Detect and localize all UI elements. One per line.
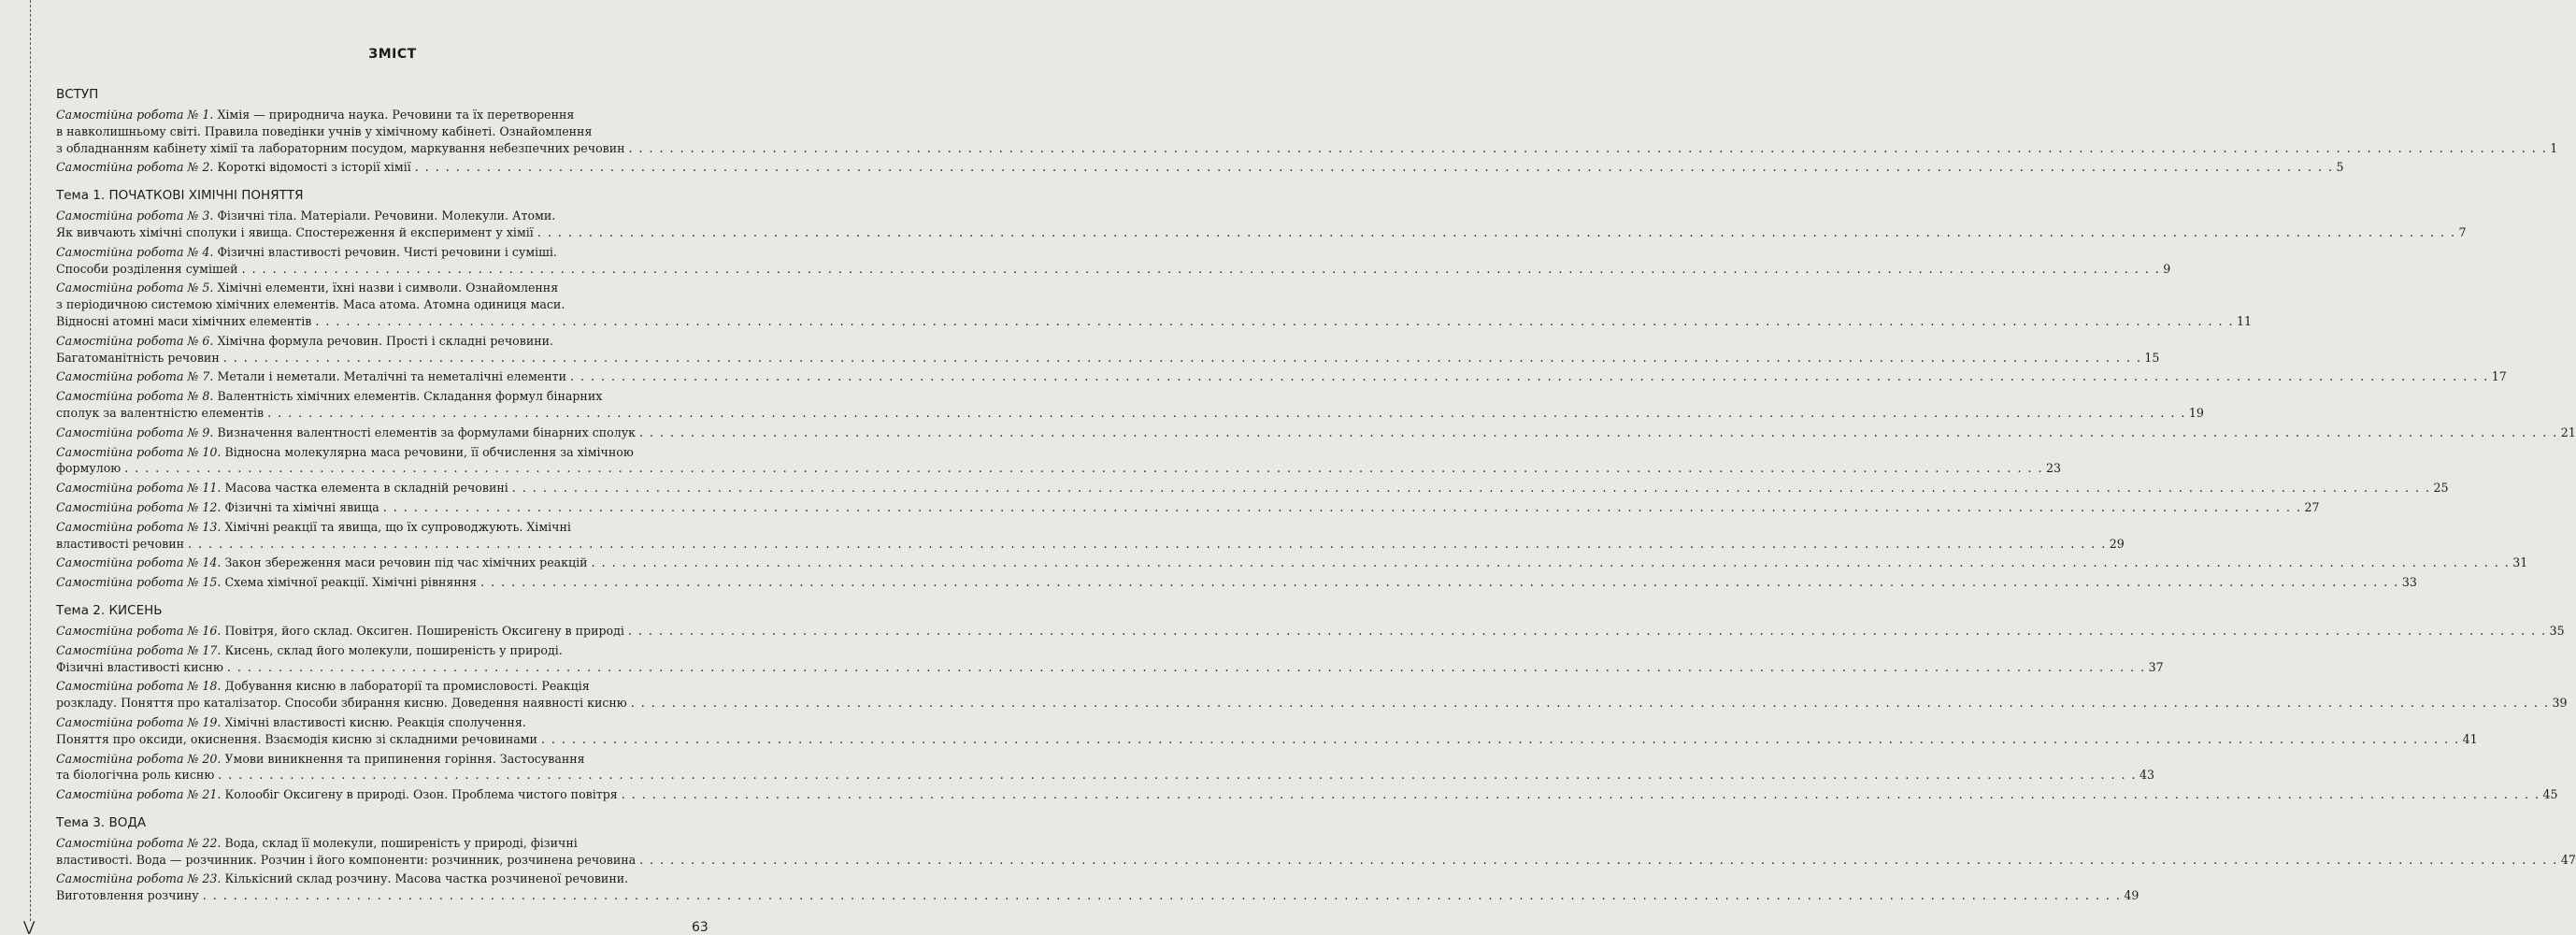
- leader-dots: [636, 424, 2558, 441]
- entry-text: Метали і неметали. Металічні та неметалічні елементи: [217, 369, 567, 384]
- entry-page-number: 29: [2109, 536, 2125, 551]
- entry-label: Самостійна робота № 1.: [56, 108, 214, 122]
- leader-dots: [223, 659, 2146, 676]
- entry-text: Повітря, його склад. Оксиген. Поширеність Оксигену в природі: [224, 623, 624, 638]
- entry-text: сполук за валентністю елементів: [56, 405, 265, 420]
- entry-text: Фізичні тіла. Матеріали. Речовини. Молекули. Атоми.: [217, 209, 556, 223]
- entry-line: [56, 554, 2528, 571]
- toc-entry[interactable]: [56, 424, 2576, 441]
- toc-entry[interactable]: [56, 480, 2449, 496]
- entry-line: [56, 519, 720, 536]
- entry-page-number: 25: [2433, 481, 2449, 496]
- section-title: Тема 2. КИСЕНЬ: [56, 602, 163, 618]
- entry-text: Закон збереження маси речовин під час хімічних реакцій: [224, 555, 588, 570]
- leader-dots: [214, 767, 2137, 784]
- leader-dots: [411, 159, 2334, 176]
- leader-dots: [184, 536, 2107, 553]
- entry-line: [56, 574, 2417, 591]
- entry-text: з періодичною системою хімічних елементів. Маса атома. Атомна одиниця маси.: [56, 297, 565, 312]
- toc-entry[interactable]: [56, 751, 2155, 784]
- entry-line: [56, 460, 2061, 477]
- leader-dots: [537, 731, 2460, 748]
- entry-text: Відносна молекулярна маса речовини, її обчислення за хімічною: [224, 444, 634, 459]
- section-title: Тема 3. ВОДА: [56, 814, 147, 830]
- entry-line: [56, 659, 2164, 676]
- entry-text: Відносні атомні маси хімічних елементів: [56, 313, 312, 328]
- entry-label: Самостійна робота № 3.: [56, 209, 214, 223]
- leader-dots: [379, 499, 2302, 516]
- entry-line: [56, 731, 2478, 748]
- entry-page-number: 9: [2163, 261, 2171, 276]
- leader-dots: [627, 695, 2550, 712]
- entry-line: [56, 424, 2576, 441]
- leader-dots: [534, 224, 2456, 241]
- entry-label: Самостійна робота № 20.: [56, 751, 222, 766]
- entry-label: Самостійна робота № 19.: [56, 714, 222, 729]
- entry-line: [56, 480, 2449, 496]
- entry-line: [56, 208, 720, 224]
- entry-label: Самостійна робота № 15.: [56, 575, 222, 590]
- toc-entry[interactable]: [56, 678, 2568, 712]
- cut-line: [30, 0, 31, 921]
- entry-text: Як вивчають хімічні сполуки і явища. Спостереження й експеримент у хімії: [56, 224, 534, 239]
- entry-label: Самостійна робота № 16.: [56, 623, 222, 638]
- entry-text: Виготовлення розчину: [56, 888, 199, 903]
- entry-line: [56, 444, 720, 461]
- entry-label: Самостійна робота № 13.: [56, 519, 222, 534]
- entry-page-number: 5: [2336, 160, 2344, 175]
- entry-text: формулою: [56, 461, 122, 476]
- toc-entry[interactable]: [56, 368, 2507, 385]
- entry-line: [56, 536, 2125, 553]
- toc-entry[interactable]: [56, 786, 2558, 803]
- toc-entry[interactable]: [56, 870, 2140, 904]
- entry-text: Кількісний склад розчину. Масова частка розчиненої речовини.: [224, 871, 629, 886]
- entry-line: [56, 159, 2344, 176]
- entry-page-number: 27: [2304, 499, 2320, 514]
- entry-text: властивості речовин: [56, 536, 185, 551]
- toc-entry[interactable]: [56, 280, 2253, 329]
- entry-line: [56, 852, 2576, 869]
- entry-text: Масова частка елемента в складній речовині: [224, 481, 508, 496]
- toc-entry[interactable]: [56, 574, 2417, 591]
- entry-line: [56, 350, 2160, 367]
- entry-line: [56, 405, 2204, 422]
- entry-label: Самостійна робота № 7.: [56, 369, 214, 384]
- entry-text: Поняття про оксиди, окиснення. Взаємодія кисню зі складними речовинами: [56, 731, 537, 746]
- entry-label: Самостійна робота № 18.: [56, 679, 222, 694]
- entry-line: [56, 835, 720, 852]
- entry-line: [56, 767, 2155, 784]
- entry-text: з обладнанням кабінету хімії та лабораторним посудом, маркування небезпечних речовин: [56, 140, 625, 155]
- entry-line: [56, 313, 2253, 330]
- entry-page-number: 37: [2148, 659, 2164, 674]
- entry-line: [56, 695, 2568, 712]
- entry-text: Хімічна формула речовин. Прості і складні речовини.: [217, 333, 554, 348]
- entry-page-number: 33: [2401, 575, 2417, 590]
- leader-dots: [566, 368, 2489, 385]
- entry-page-number: 45: [2542, 787, 2558, 802]
- toc-entry[interactable]: [56, 107, 2558, 156]
- entry-text: Умови виникнення та припинення горіння. Застосування: [224, 751, 585, 766]
- entry-text: Фізичні та хімічні явища: [224, 499, 379, 514]
- entry-line: [56, 751, 720, 768]
- leader-dots: [264, 405, 2186, 422]
- entry-label: Самостійна робота № 23.: [56, 871, 222, 886]
- entry-line: [56, 870, 720, 887]
- entry-line: [56, 140, 2558, 157]
- entry-page-number: 23: [2045, 461, 2061, 476]
- entry-text: Фізичні властивості речовин. Чисті речовини і суміші.: [217, 244, 557, 259]
- entry-text: Добування кисню в лабораторії та промисловості. Реакція: [224, 679, 590, 694]
- entry-text: Валентність хімічних елементів. Складання формул бінарних: [217, 389, 603, 404]
- entry-text: Багатоманітність речовин: [56, 350, 220, 365]
- leader-dots: [121, 460, 2043, 477]
- entry-page-number: 1: [2550, 140, 2558, 155]
- entry-line: [56, 499, 2320, 516]
- entry-label: Самостійна робота № 11.: [56, 481, 222, 496]
- entry-line: [56, 714, 720, 731]
- toc-entry[interactable]: [56, 519, 2125, 553]
- leader-dots: [588, 554, 2511, 571]
- leader-dots: [238, 261, 2161, 278]
- entry-page-number: 43: [2140, 768, 2155, 783]
- toc-entry[interactable]: [56, 333, 2160, 367]
- entry-label: Самостійна робота № 12.: [56, 499, 222, 514]
- entry-text: Схема хімічної реакції. Хімічні рівняння: [224, 575, 478, 590]
- entry-page-number: 17: [2491, 369, 2507, 384]
- toc-entry[interactable]: [56, 444, 2061, 478]
- leader-dots: [311, 313, 2234, 330]
- entry-line: [56, 786, 2558, 803]
- toc-section: [56, 86, 2558, 176]
- entry-line: [56, 368, 2507, 385]
- entry-page-number: 35: [2549, 623, 2565, 638]
- leader-dots: [220, 350, 2142, 367]
- entry-page-number: 19: [2188, 405, 2204, 420]
- entry-line: [56, 333, 720, 350]
- entry-text: в навколишньому світі. Правила поведінки учнів у хімічному кабінеті. Ознайомлення: [56, 123, 593, 138]
- entry-line: [56, 296, 720, 313]
- entry-page-number: 49: [2124, 888, 2140, 903]
- toc-entry[interactable]: [56, 208, 2467, 241]
- toc-entry[interactable]: [56, 835, 2576, 869]
- entry-line: [56, 642, 720, 659]
- entry-line: [56, 261, 2171, 278]
- leader-dots: [618, 786, 2540, 803]
- entry-page-number: 21: [2560, 424, 2576, 439]
- section-title: Тема 1. ПОЧАТКОВІ ХІМІЧНІ ПОНЯТТЯ: [56, 188, 304, 204]
- leader-dots: [508, 480, 2431, 496]
- entry-line: [56, 623, 2565, 640]
- entry-line: [56, 123, 720, 140]
- entry-line: [56, 678, 720, 695]
- entry-label: Самостійна робота № 9.: [56, 424, 214, 439]
- entry-text: Способи розділення сумішей: [56, 261, 238, 276]
- entry-text: Хімічні реакції та явища, що їх супроводжують. Хімічні: [224, 519, 571, 534]
- toc-entry[interactable]: [56, 554, 2528, 571]
- entry-line: [56, 388, 720, 405]
- leader-dots: [477, 574, 2399, 591]
- table-of-contents: [56, 47, 2576, 915]
- entry-text: Фізичні властивості кисню: [56, 659, 223, 674]
- entry-page-number: 31: [2512, 555, 2528, 570]
- page-number: 63: [692, 920, 708, 935]
- toc-entry[interactable]: [56, 388, 2204, 422]
- entry-text: Визначення валентності елементів за формулами бінарних сполук: [217, 424, 637, 439]
- entry-page-number: 41: [2462, 731, 2478, 746]
- entry-text: Хімічні властивості кисню. Реакція сполучення.: [224, 714, 526, 729]
- entry-label: Самостійна робота № 22.: [56, 835, 222, 850]
- entry-page-number: 39: [2552, 696, 2568, 711]
- leader-dots: [199, 887, 2122, 904]
- entry-text: та біологічна роль кисню: [56, 768, 215, 783]
- entry-text: розкладу. Поняття про каталізатор. Способи збирання кисню. Доведення наявності кисню: [56, 696, 627, 711]
- entry-label: Самостійна робота № 10.: [56, 444, 222, 459]
- entry-page-number: 7: [2458, 224, 2467, 239]
- entry-label: Самостійна робота № 17.: [56, 642, 222, 657]
- entry-text: Кисень, склад його молекули, поширеність у природі.: [224, 642, 563, 657]
- entry-text: Колообіг Оксигену в природі. Озон. Проблема чистого повітря: [224, 787, 618, 802]
- entry-label: Самостійна робота № 21.: [56, 787, 222, 802]
- toc-section: [56, 602, 2568, 803]
- entry-label: Самостійна робота № 4.: [56, 244, 214, 259]
- entry-line: [56, 887, 2140, 904]
- entry-page-number: 47: [2560, 852, 2576, 867]
- entry-text: Короткі відомості з історії хімії: [217, 160, 411, 175]
- toc-entry[interactable]: [56, 159, 2344, 176]
- entry-label: Самостійна робота № 2.: [56, 160, 214, 175]
- entry-line: [56, 224, 2467, 241]
- leader-dots: [625, 140, 2548, 157]
- toc-entry[interactable]: [56, 642, 2164, 676]
- toc-entry[interactable]: [56, 714, 2478, 748]
- section-title: ВСТУП: [56, 87, 99, 102]
- entry-page-number: 11: [2237, 313, 2253, 328]
- toc-entry[interactable]: [56, 499, 2320, 516]
- entry-page-number: 15: [2144, 350, 2160, 365]
- leader-dots: [636, 852, 2558, 869]
- entry-text: Хімія — природнича наука. Речовини та їх перетворення: [217, 108, 575, 122]
- entry-text: Вода, склад її молекули, поширеність у природі, фізичні: [224, 835, 578, 850]
- entry-text: властивості. Вода — розчинник. Розчин і його компоненти: розчинник, розчинена речовина: [56, 852, 637, 867]
- entry-label: Самостійна робота № 5.: [56, 280, 214, 295]
- entry-line: [56, 107, 720, 123]
- entry-line: [56, 244, 720, 261]
- entry-label: Самостійна робота № 6.: [56, 333, 214, 348]
- toc-entry[interactable]: [56, 623, 2565, 640]
- toc-sections: [56, 86, 2576, 904]
- toc-entry[interactable]: [56, 244, 2171, 278]
- entry-label: Самостійна робота № 14.: [56, 555, 222, 570]
- page-title: ЗМІСТ: [368, 47, 417, 62]
- scissors-arrow-icon: ⋁: [23, 918, 36, 935]
- entry-line: [56, 280, 720, 296]
- entry-label: Самостійна робота № 8.: [56, 389, 214, 404]
- leader-dots: [624, 623, 2547, 640]
- toc-section: [56, 814, 2576, 904]
- toc-section: [56, 187, 2576, 591]
- entry-text: Хімічні елементи, їхні назви і символи. Ознайомлення: [217, 280, 559, 295]
